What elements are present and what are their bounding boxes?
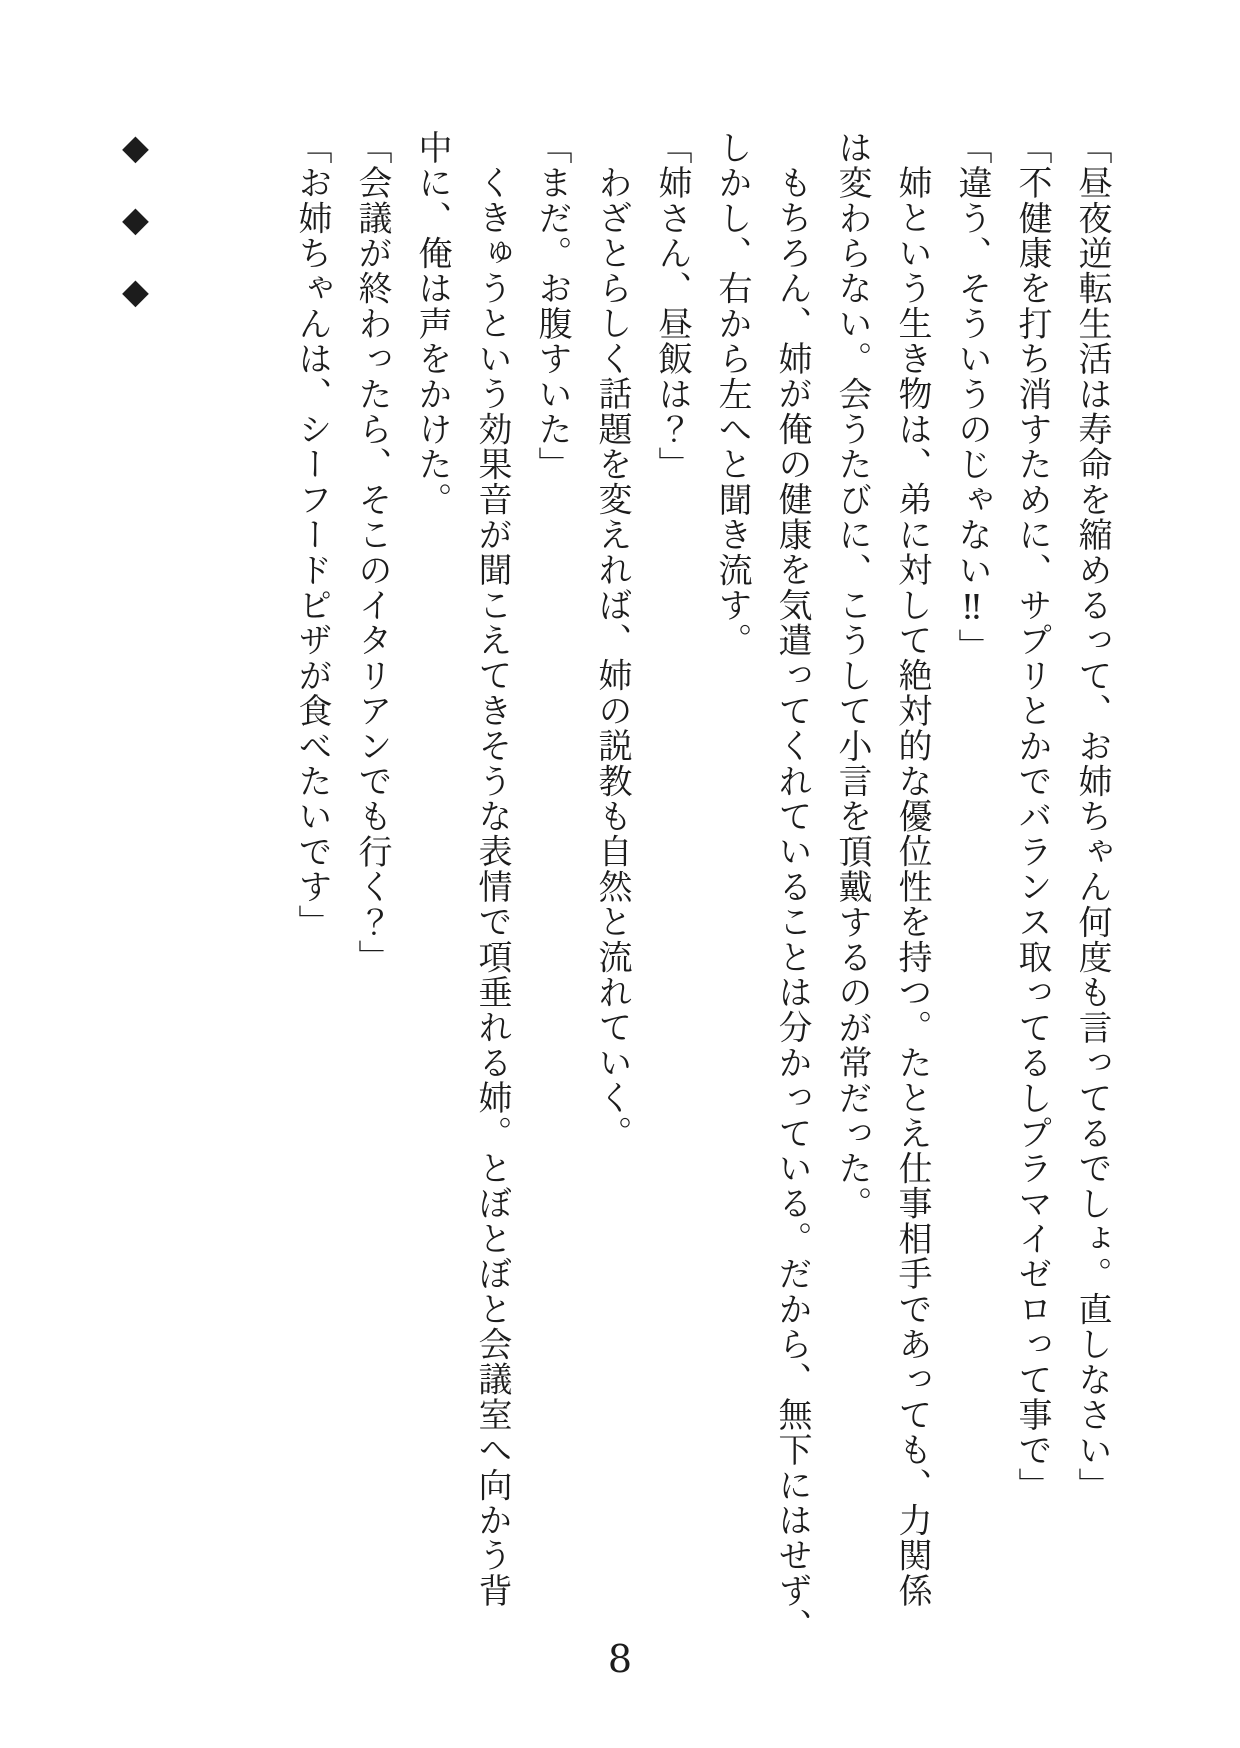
text-column-2: 「不健康を打ち消すために、サプリとかでバランス取ってるしプラマイゼロって事で」 xyxy=(1012,130,1052,1503)
page-number: 8 xyxy=(607,1637,633,1681)
vertical-text-block xyxy=(280,130,1122,1644)
text-column-14: 「お姉ちゃんは、シーフードピザが食べたいです」 xyxy=(292,130,332,940)
text-column-8: 「姉さん、昼飯は？」 xyxy=(652,130,692,482)
diamond-icon: ◆ xyxy=(122,128,149,168)
text-column-5: は変わらない。会うたびに、こうして小言を頂戴するのが常だった。 xyxy=(832,130,872,1222)
text-column-1: 「昼夜逆転生活は寿命を縮めるって、お姉ちゃん何度も言ってるでしょ。直しなさい」 xyxy=(1072,130,1112,1503)
text-column-7: しかし、右から左へと聞き流す。 xyxy=(712,130,752,658)
section-break-marks xyxy=(122,130,149,310)
diamond-icon: ◆ xyxy=(122,272,149,312)
text-column-11: くきゅうという効果音が聞こえてきそうな表情で項垂れる姉。とぼとぼと会議室へ向かう背 xyxy=(472,165,512,1609)
text-column-6: もちろん、姉が俺の健康を気遣ってくれていることは分かっている。だから、無下にはせず、 xyxy=(772,165,812,1644)
text-column-4: 姉という生き物は、弟に対して絶対的な優位性を持つ。たとえ仕事相手であっても、力関係 xyxy=(892,165,932,1609)
diamond-icon: ◆ xyxy=(122,200,149,240)
text-column-10: 「まだ。お腹すいた」 xyxy=(532,130,572,482)
text-column-3: 「違う、そういうのじゃない‼」 xyxy=(952,130,992,664)
text-column-9: わざとらしく話題を変えれば、姉の説教も自然と流れていく。 xyxy=(592,165,632,1151)
text-column-13: 「会議が終わったら、そこのイタリアンでも行く？」 xyxy=(352,130,392,975)
text-column-12: 中に、俺は声をかけた。 xyxy=(412,130,452,518)
